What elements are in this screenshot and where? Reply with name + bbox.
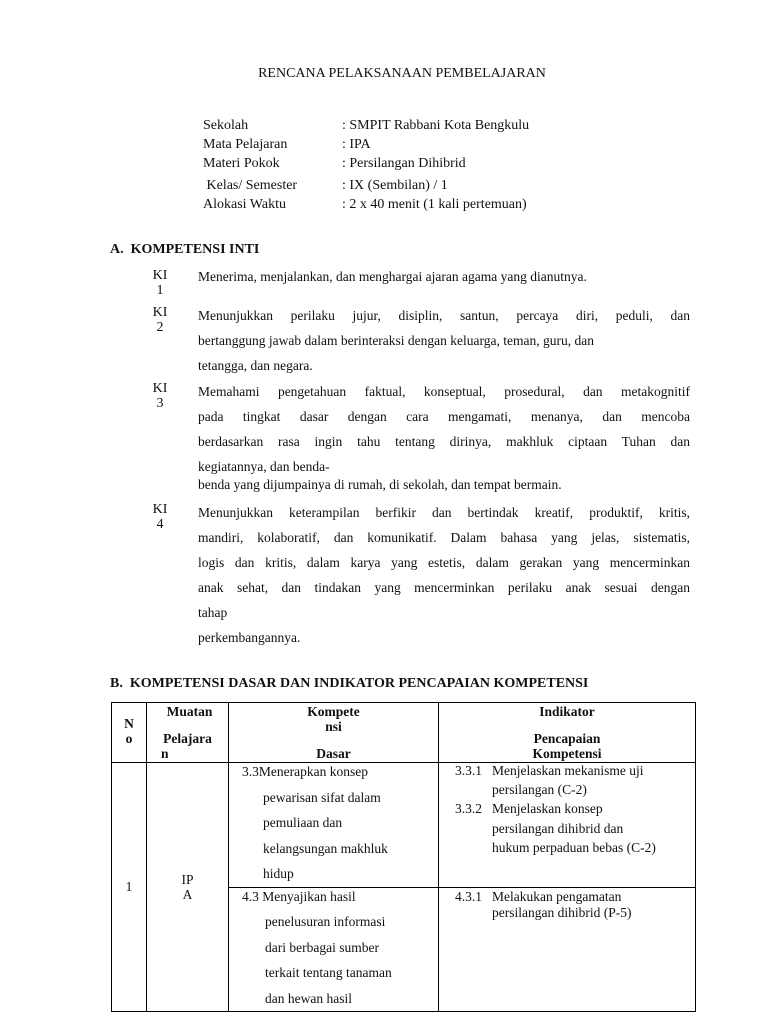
ki-line: pada tingkat dasar dengan cara mengamati, menanya, dan mencoba [198, 409, 690, 424]
identity-value-time: : 2 x 40 menit (1 kali pertemuan) [342, 197, 527, 212]
header-kd-line: nsi [325, 719, 342, 734]
ki-2-code [140, 305, 180, 335]
section-a-heading: A. KOMPETENSI INTI [110, 242, 260, 257]
header-muatan-line: Pelajara [163, 731, 212, 746]
indicator-cell-3-3 [439, 763, 696, 888]
section-b-heading: B. KOMPETENSI DASAR DAN INDIKATOR PENCAPAIAN KOMPETENSI [110, 676, 589, 691]
indicator-number: 4.3.1 [455, 888, 482, 904]
identity-value-class: : IX (Sembilan) / 1 [342, 178, 448, 193]
header-kd [229, 703, 439, 763]
ki-code-line: KI [152, 268, 168, 283]
header-no-line: o [125, 731, 133, 746]
identity-label-time: Alokasi Waktu [203, 197, 286, 212]
row-subject-line: A [182, 887, 193, 902]
kd-line: penelusuran informasi [265, 914, 386, 929]
header-kd-line: Dasar [316, 746, 351, 761]
indicator-line: persilangan dihibrid (P-5) [492, 904, 632, 920]
ki-line: Memahami pengetahuan faktual, konseptual, prosedural, dan metakognitif [198, 384, 690, 399]
ki-line: kegiatannya, dan benda- [198, 459, 330, 474]
header-kd-line: Kompete [307, 704, 360, 719]
ki-code-line: KI [152, 381, 168, 396]
indicator-number: 3.3.1 [455, 763, 482, 778]
header-muatan-line: n [161, 746, 169, 761]
table-header-row [112, 703, 696, 763]
header-indicator-line: Pencapaian [533, 731, 601, 746]
ki-line: bertanggung jawab dalam berinteraksi dengan keluarga, teman, guru, dan [198, 333, 594, 348]
ki-code-number: 3 [156, 396, 164, 411]
indicator-item [455, 761, 695, 799]
ki-line: logis dan kritis, dalam karya yang estetis, dalam gerakan yang mencerminkan [198, 555, 690, 570]
kd-line: pewarisan sifat dalam [263, 789, 381, 805]
ki-4-code [140, 502, 180, 532]
indicator-item [455, 799, 695, 857]
kd-line: Menerapkan konsep [258, 764, 368, 779]
kd-line: dan hewan hasil [265, 990, 352, 1006]
identity-label-school: Sekolah [203, 118, 249, 133]
kd-line: hidup [263, 866, 294, 881]
identity-label-class: Kelas/ Semester [203, 178, 298, 193]
ki-line: tetangga, dan negara. [198, 358, 313, 373]
row-no: 1 [112, 763, 147, 1012]
header-indicator-line: Kompetensi [532, 746, 602, 761]
ki-line: Menerima, menjalankan, dan menghargai ajaran agama yang dianutnya. [198, 269, 587, 284]
ki-1-code [140, 268, 180, 298]
identity-value-school: : SMPIT Rabbani Kota Bengkulu [342, 118, 530, 133]
indicator-line: hukum perpaduan bebas (C-2) [492, 839, 656, 855]
identity-value-topic: : Persilangan Dihibrid [342, 156, 466, 171]
ki-line: anak sehat, dan tindakan yang mencerminkan perilaku anak sesuai dengan [198, 580, 690, 595]
header-indicator [439, 703, 696, 763]
ki-1-text [198, 267, 690, 286]
ki-code-number: 4 [156, 517, 164, 532]
indicator-line: Melakukan pengamatan [492, 888, 622, 904]
ki-line: Menunjukkan keterampilan berfikir dan bertindak kreatif, produktif, kritis, [198, 505, 690, 520]
ki-3-code [140, 381, 180, 411]
kd-line: dari berbagai sumber [265, 939, 379, 955]
kd-cell-3-3 [229, 763, 439, 888]
kd-line: kelangsungan makhluk [263, 840, 388, 856]
header-no-line: N [124, 716, 134, 731]
indicator-number: 3.3.2 [455, 801, 482, 817]
indicator-line: persilangan (C-2) [492, 782, 587, 798]
indicator-line: Menjelaskan konsep [492, 801, 603, 817]
competency-table [111, 702, 696, 1012]
table-row [112, 763, 696, 888]
kd-number: 3.3 [242, 764, 259, 779]
ki-code-number: 2 [156, 320, 164, 335]
ki-line: tahap [198, 605, 228, 620]
row-subject [147, 763, 229, 1012]
ki-line: berdasarkan rasa ingin tahu tentang dirinya, makhluk ciptaan Tuhan dan [198, 434, 690, 449]
indicator-cell-4-3 [439, 887, 696, 1012]
ki-line: perkembangannya. [198, 630, 301, 645]
identity-label-topic: Materi Pokok [203, 156, 280, 171]
document-title: RENCANA PELAKSANAAN PEMBELAJARAN [258, 66, 546, 81]
ki-line: Menunjukkan perilaku jujur, disiplin, santun, percaya diri, peduli, dan [198, 308, 690, 323]
kd-number: 4.3 [242, 888, 259, 904]
ki-line: mandiri, kolaboratif, dan komunikatif. Dalam bahasa yang jelas, sistematis, [198, 530, 690, 545]
header-indicator-line: Indikator [539, 704, 595, 719]
header-no [112, 703, 147, 763]
ki-code-line: KI [152, 305, 168, 320]
identity-label-subject: Mata Pelajaran [203, 137, 288, 152]
ki-code-line: KI [152, 502, 168, 517]
kd-line: terkait tentang tanaman [265, 965, 392, 980]
ki-line: benda yang dijumpainya di rumah, di sekolah, dan tempat bermain. [198, 477, 562, 492]
ki-2-text [198, 303, 690, 378]
ki-3-text [198, 379, 690, 492]
ki-4-text [198, 500, 690, 650]
kd-cell-4-3 [229, 887, 439, 1012]
indicator-line: Menjelaskan mekanisme uji [492, 763, 644, 778]
header-muatan [147, 703, 229, 763]
indicator-line: persilangan dihibrid dan [492, 820, 624, 836]
kd-line: pemuliaan dan [263, 815, 343, 830]
kd-line: Menyajikan hasil [262, 888, 356, 904]
header-muatan-line: Muatan [166, 704, 213, 719]
row-subject-line: IP [181, 872, 194, 887]
ki-code-number: 1 [156, 283, 164, 298]
identity-value-subject: : IPA [342, 137, 371, 152]
